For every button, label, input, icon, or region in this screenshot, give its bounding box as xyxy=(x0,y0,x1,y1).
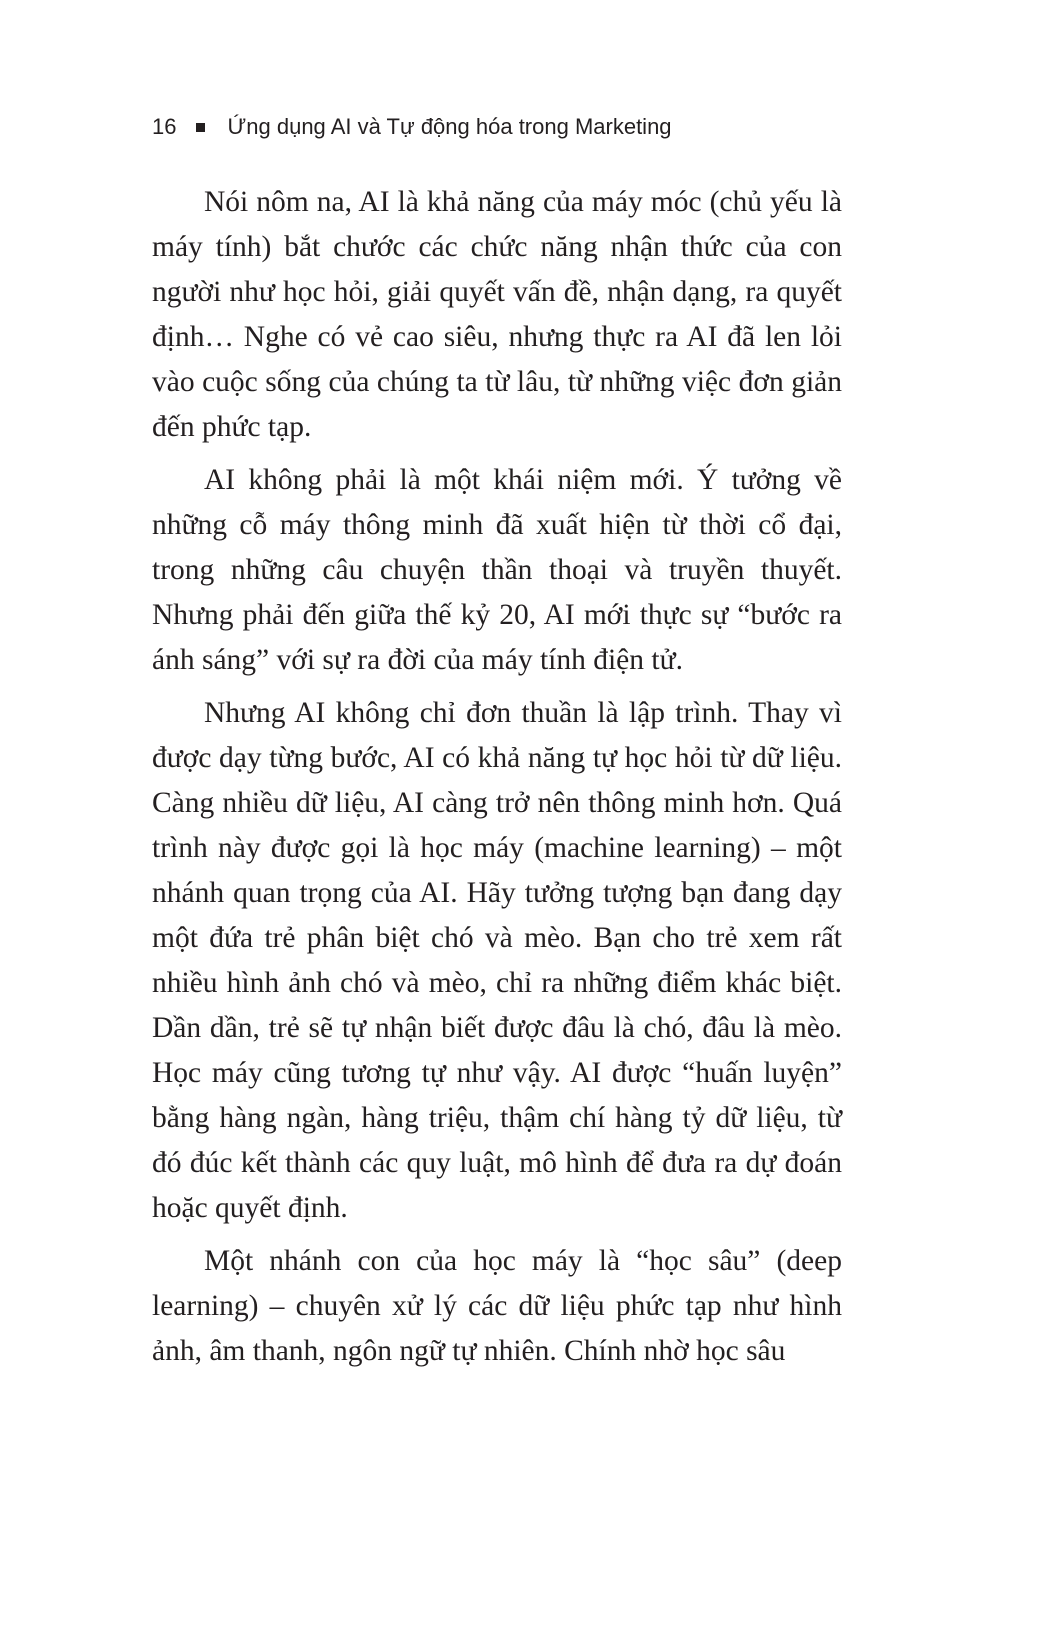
body-text xyxy=(152,180,842,1382)
book-title: Ứng dụng AI và Tự động hóa trong Marketing xyxy=(227,114,672,139)
paragraph: Nói nôm na, AI là khả năng của máy móc (chủ yếu là máy tính) bắt chước các chức năng nhận thức của con người như học hỏi, giải quyết vấn đề, nhận dạng, ra quyết định… Nghe có vẻ cao siêu, nhưng thực ra AI đã len lỏi vào cuộc sống của chúng ta từ lâu, từ những việc đơn giản đến phức tạp. xyxy=(152,186,842,443)
paragraph: AI không phải là một khái niệm mới. Ý tưởng về những cỗ máy thông minh đã xuất hiện từ thời cổ đại, trong những câu chuyện thần thoại và truyền thuyết. Nhưng phải đến giữa thế kỷ 20, AI mới thực sự “bước ra ánh sáng” với sự ra đời của máy tính điện tử. xyxy=(152,464,842,676)
square-bullet-icon xyxy=(196,123,205,132)
paragraph: Nhưng AI không chỉ đơn thuần là lập trình. Thay vì được dạy từng bước, AI có khả năng tự học hỏi từ dữ liệu. Càng nhiều dữ liệu, AI càng trở nên thông minh hơn. Quá trình này được gọi là học máy (machine learning) – một nhánh quan trọng của AI. Hãy tưởng tượng bạn đang dạy một đứa trẻ phân biệt chó và mèo. Bạn cho trẻ xem rất nhiều hình ảnh chó và mèo, chỉ ra những điểm khác biệt. Dần dần, trẻ sẽ tự nhận biết được đâu là chó, đâu là mèo. Học máy cũng tương tự như vậy. AI được “huấn luyện” bằng hàng ngàn, hàng triệu, thậm chí hàng tỷ dữ liệu, từ đó đúc kết thành các quy luật, mô hình để đưa ra dự đoán hoặc quyết định. xyxy=(152,697,842,1224)
running-header xyxy=(152,110,892,144)
paragraph: Một nhánh con của học máy là “học sâu” (deep learning) – chuyên xử lý các dữ liệu phức tạp như hình ảnh, âm thanh, ngôn ngữ tự nhiên. Chính nhờ học sâu xyxy=(152,1245,842,1367)
page-number: 16 xyxy=(152,114,177,139)
